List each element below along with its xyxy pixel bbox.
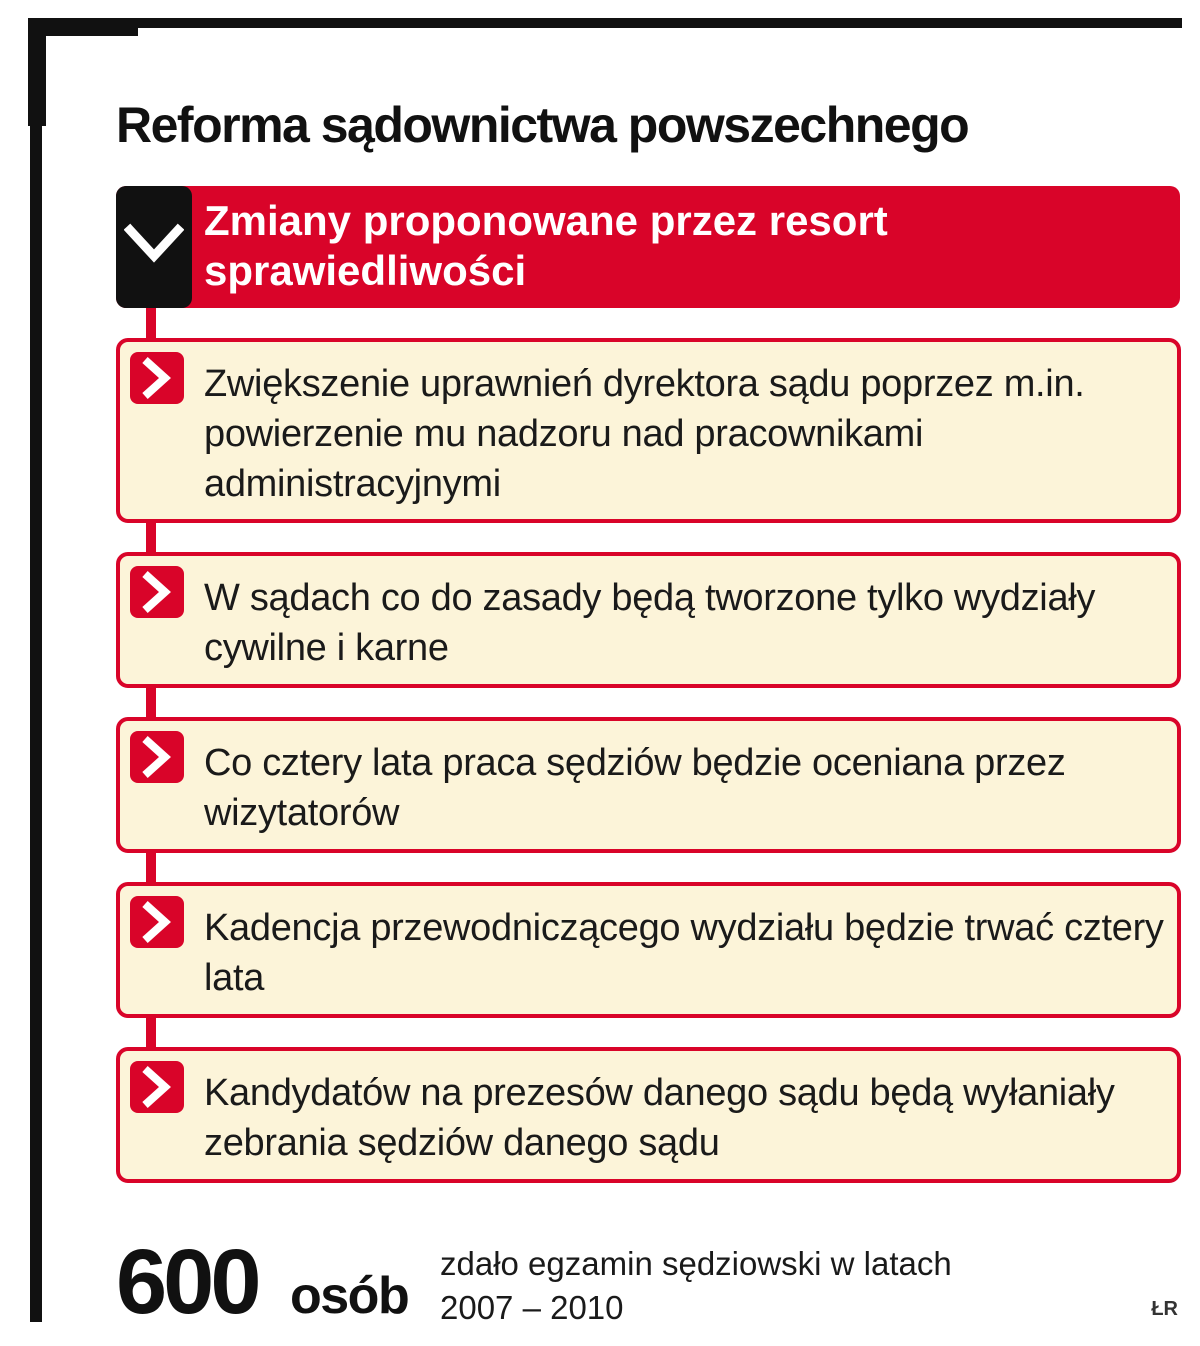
page-title: Reforma sądownictwa powszechnego [116,97,969,153]
chevron-right-icon [130,731,184,783]
section-header-text: Zmiany proponowane przez resort sprawiedliwości [204,197,888,294]
frame-left-line [30,18,42,1322]
chevron-down-icon [124,216,184,276]
author-credit: ŁR [1151,1298,1178,1320]
list-item [116,1047,1181,1183]
list-item [116,882,1181,1018]
chevron-right-icon [130,896,184,948]
chevron-right-icon [130,1061,184,1113]
stat-number: 600 [116,1231,258,1333]
list-item-text: Kadencja przewodniczącego wydziału będzie trwać cztery lata [204,907,1164,999]
stat-description: zdało egzamin sędziowski w latach 2007 – 2010 [440,1245,952,1326]
header-tab [116,186,192,308]
chevron-right-icon [130,566,184,618]
list-item-text: Zwiększenie uprawnień dyrektora sądu poprzez m.in. powierzenie mu nadzoru nad pracownikami administracyjnymi [204,363,1085,505]
list-item-text: Kandydatów na prezesów danego sądu będą wyłaniały zebrania sędziów danego sądu [204,1072,1115,1164]
list-item [116,338,1181,523]
list-item [116,717,1181,853]
list-item-text: W sądach co do zasady będą tworzone tylko wydziały cywilne i karne [204,577,1096,669]
section-header [116,186,1180,308]
frame-top-line [28,18,1182,28]
list-item [116,552,1181,688]
list-item-text: Co cztery lata praca sędziów będzie oceniana przez wizytatorów [204,742,1066,834]
chevron-right-icon [130,352,184,404]
stat-unit: osób [290,1267,409,1325]
